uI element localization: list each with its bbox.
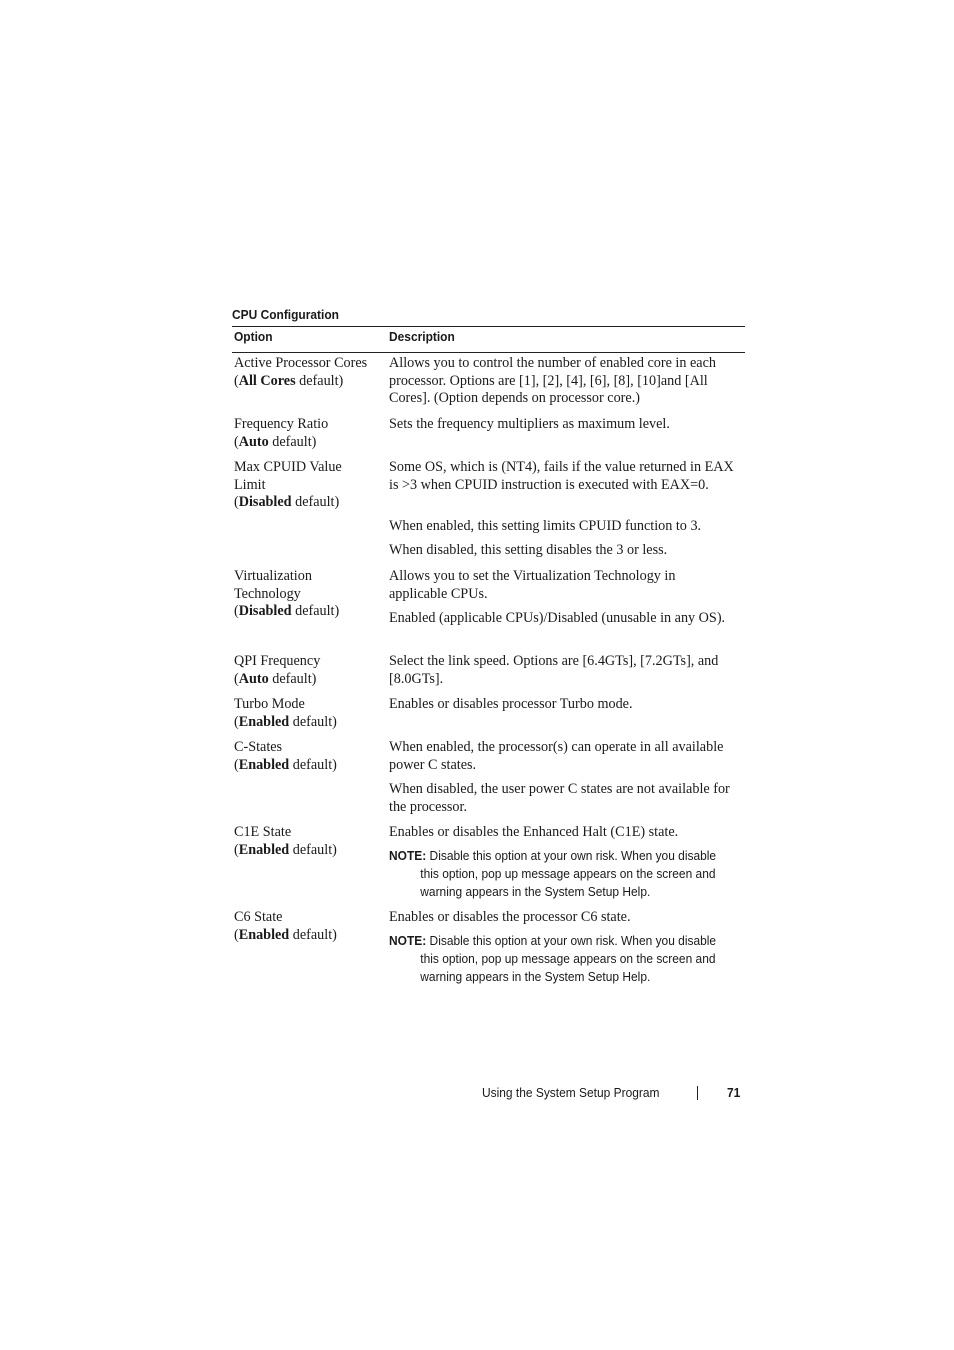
description-text: Some OS, which is (NT4), fails if the value returned in EAX is >3 when CPUID instruction is executed with EAX=0. bbox=[389, 459, 734, 493]
option-name: Turbo Mode bbox=[234, 696, 305, 712]
description-text: When disabled, the user power C states are not available for the processor. bbox=[389, 781, 730, 815]
option-default: All Cores bbox=[238, 372, 296, 389]
option-default: Auto bbox=[238, 433, 269, 450]
description-column-header: Description bbox=[389, 329, 455, 344]
option-default-suffix: default) bbox=[289, 926, 337, 943]
footer-separator bbox=[697, 1086, 698, 1100]
description-text: Allows you to set the Virtualization Technology in applicable CPUs. bbox=[389, 568, 676, 602]
option-default-suffix: default) bbox=[295, 372, 344, 389]
note-block bbox=[389, 932, 749, 986]
description-text: Enables or disables processor Turbo mode. bbox=[389, 696, 633, 712]
table-top-rule bbox=[232, 326, 745, 327]
note-line: Disable this option at your own risk. When you disable bbox=[429, 933, 717, 948]
note-line: this option, pop up message appears on the screen and bbox=[420, 951, 716, 966]
option-default-suffix: default) bbox=[291, 494, 340, 510]
note-label: NOTE: bbox=[389, 933, 427, 948]
option-default: Auto bbox=[238, 670, 269, 687]
option-frequency-ratio: Frequency Ratio (Auto default) bbox=[234, 416, 329, 450]
option-default-suffix: default) bbox=[289, 756, 337, 773]
option-name: QPI Frequency bbox=[234, 653, 321, 669]
option-qpi-frequency: QPI Frequency (Auto default) bbox=[234, 653, 321, 687]
option-default-suffix: default) bbox=[289, 713, 337, 730]
note-line: Disable this option at your own risk. When you disable bbox=[429, 848, 717, 863]
footer-section-title: Using the System Setup Program bbox=[482, 1085, 660, 1100]
option-c-states: C-States (Enabled default) bbox=[234, 739, 337, 773]
note-line: warning appears in the System Setup Help. bbox=[420, 884, 651, 899]
option-name: Max CPUID Value Limit bbox=[234, 459, 342, 493]
option-active-processor-cores: Active Processor Cores (All Cores default) bbox=[234, 355, 368, 389]
option-default-suffix: default) bbox=[268, 433, 317, 450]
option-max-cpuid-value-limit: Max CPUID Value Limit (Disabled default) bbox=[234, 459, 342, 510]
option-default: Enabled bbox=[238, 841, 290, 858]
option-c6-state: C6 State (Enabled default) bbox=[234, 909, 337, 943]
option-name: Frequency Ratio bbox=[234, 416, 329, 432]
description-text: When enabled, this setting limits CPUID function to 3. bbox=[389, 518, 702, 534]
description-text: Select the link speed. Options are [6.4GTs], [7.2GTs], and [8.0GTs]. bbox=[389, 653, 719, 687]
option-default-suffix: default) bbox=[291, 603, 340, 619]
option-name: C-States bbox=[234, 739, 283, 755]
option-name: C1E State bbox=[234, 824, 292, 840]
note-line: warning appears in the System Setup Help. bbox=[420, 969, 651, 984]
option-default: Disabled bbox=[238, 494, 292, 510]
option-default: Disabled bbox=[238, 603, 292, 619]
description-text: When disabled, this setting disables the 3 or less. bbox=[389, 542, 668, 558]
option-name: C6 State bbox=[234, 909, 283, 925]
option-name: Active Processor Cores bbox=[234, 355, 368, 371]
option-name: Virtualization Technology bbox=[234, 568, 312, 602]
option-default: Enabled bbox=[238, 713, 290, 730]
header-bottom-rule bbox=[232, 352, 745, 353]
description-text: Sets the frequency multipliers as maximum level. bbox=[389, 416, 670, 432]
table-title: CPU Configuration bbox=[232, 307, 339, 322]
note-line: this option, pop up message appears on the screen and bbox=[420, 866, 716, 881]
option-virtualization-technology: Virtualization Technology (Disabled default) bbox=[234, 568, 340, 619]
option-column-header: Option bbox=[234, 329, 273, 344]
description-text: Allows you to control the number of enabled core in each processor. Options are [1], [2], [4], [6], [8], [10]and [All Cores]. (Option depends on processor core.) bbox=[389, 355, 716, 406]
option-turbo-mode: Turbo Mode (Enabled default) bbox=[234, 696, 337, 730]
option-default-suffix: default) bbox=[289, 841, 337, 858]
description-text: Enables or disables the Enhanced Halt (C1E) state. bbox=[389, 824, 679, 840]
page-number: 71 bbox=[727, 1085, 741, 1100]
description-text: When enabled, the processor(s) can operate in all available power C states. bbox=[389, 739, 724, 773]
note-block bbox=[389, 847, 749, 901]
note-label: NOTE: bbox=[389, 848, 427, 863]
description-text: Enabled (applicable CPUs)/Disabled (unusable in any OS). bbox=[389, 610, 726, 626]
description-text: Enables or disables the processor C6 state. bbox=[389, 909, 631, 925]
option-default: Enabled bbox=[238, 926, 290, 943]
option-c1e-state: C1E State (Enabled default) bbox=[234, 824, 337, 858]
option-default-suffix: default) bbox=[268, 670, 317, 687]
option-default: Enabled bbox=[238, 756, 290, 773]
